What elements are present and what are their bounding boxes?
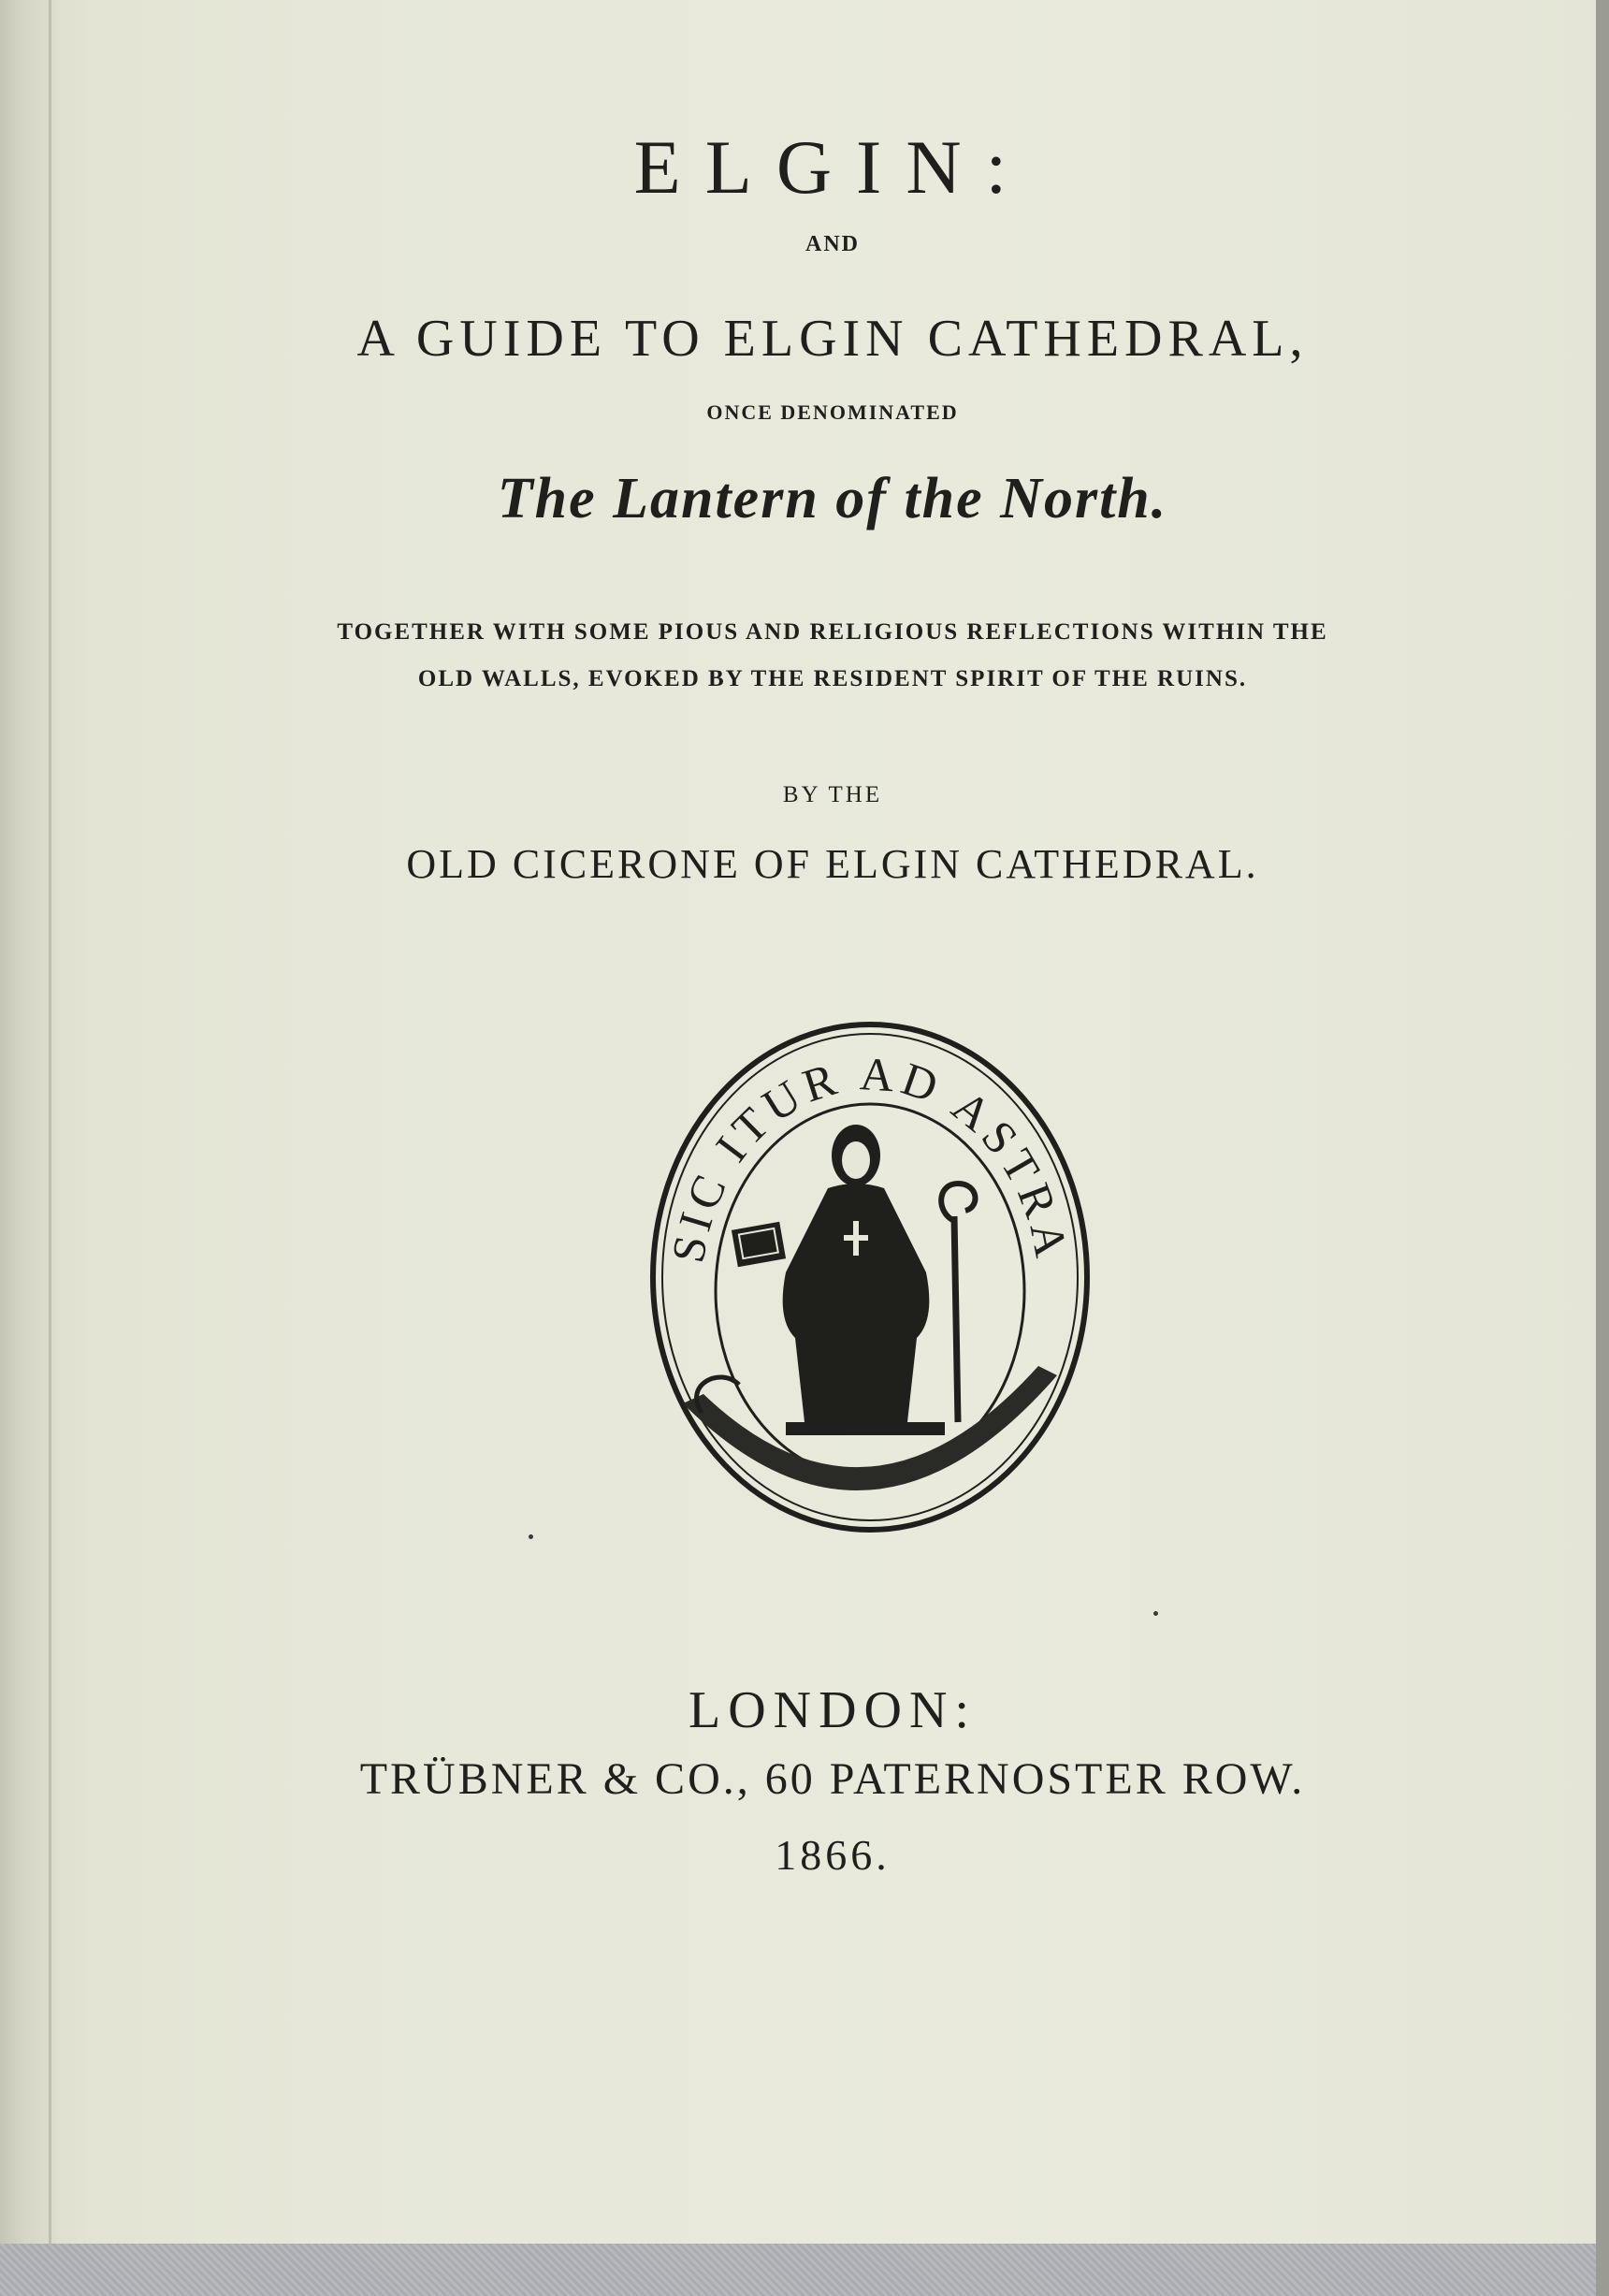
subtitle-guide: A GUIDE TO ELGIN CATHEDRAL, <box>356 310 1309 368</box>
cathedral-seal-emblem <box>645 1010 1094 1534</box>
imprint-publisher: TRÜBNER & CO., 60 PATERNOSTER ROW. <box>359 1754 1306 1804</box>
book-cover-cloth <box>0 2244 1609 2296</box>
book-title: ELGIN: <box>633 124 1032 210</box>
conjunction-and: AND <box>805 232 860 256</box>
lantern-of-the-north: The Lantern of the North. <box>497 467 1168 530</box>
imprint-city: LONDON: <box>689 1681 977 1739</box>
paper-speck <box>529 1534 533 1539</box>
description-line-2: OLD WALLS, EVOKED BY THE RESIDENT SPIRIT OF THE RUINS. <box>417 666 1248 691</box>
page-fold <box>49 0 51 2255</box>
figure-base <box>786 1422 945 1435</box>
figure-robe <box>783 1184 930 1422</box>
once-denominated: ONCE DENOMINATED <box>706 400 959 424</box>
paper-speck <box>1153 1611 1158 1616</box>
spine-shadow <box>0 0 56 2255</box>
imprint-year: 1866. <box>775 1831 891 1879</box>
book-in-hand <box>732 1222 786 1267</box>
book-cover-edge <box>1596 0 1609 2296</box>
crozier-staff <box>954 1216 958 1422</box>
author-line: OLD CICERONE OF ELGIN CATHEDRAL. <box>406 841 1259 887</box>
by-the: BY THE <box>782 782 883 807</box>
description-line-1: TOGETHER WITH SOME PIOUS AND RELIGIOUS REFLECTIONS WITHIN THE <box>337 619 1328 645</box>
seal-motto: SIC ITUR AD ASTRA <box>660 1047 1080 1267</box>
